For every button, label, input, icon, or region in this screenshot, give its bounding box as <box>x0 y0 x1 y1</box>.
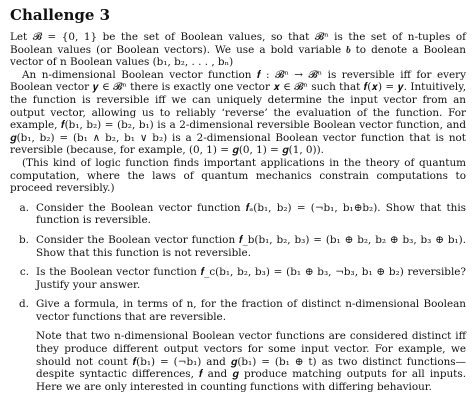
question-note: Note that two n-dimensional Boolean vector functions are considered distinct iff they produce different output vectors for some input vector. For example, we should not count 𝒇(b₁) = (¬b₁) and 𝒈(b₁) = (b₁ ⊕ t) as two distinct functions—despite syntactic differences, 𝒇 and 𝒈 produce matching outputs for all inputs. Here we are only interested in counting functions with differing behaviour. <box>36 330 466 393</box>
page-title: Challenge 3 <box>10 6 111 24</box>
question-marker: d. <box>19 298 29 311</box>
question-marker: a. <box>19 201 29 214</box>
intro-paragraph-2: An n-dimensional Boolean vector function 𝒇 : 𝓑ⁿ → 𝓑ⁿ is reversible iff for every Boolean vector 𝒚 ∈ 𝓑ⁿ there is exactly one vector 𝒙 ∈ 𝓑ⁿ such that 𝒇(𝒙) = 𝒚. Intuitively, the function is reversible iff we can uniquely determine the input vector from an output vector, allowing us to reliably ‘reverse’ the evaluation of the function. For example, 𝒇(b₁, b₂) = (b₂, b₁) is a 2-dimensional reversible Boolean vector function, and 𝒈(b₁, b₂) = (b₁ ∧ b₂, b₁ ∨ b₂) is a 2-dimensional Boolean vector function that is not reversible (because, for example, (0, 1) = 𝒈(0, 1) = 𝒈(1, 0)). <box>10 68 466 157</box>
intro-paragraph-3: (This kind of logic function finds important applications in the theory of quantum computation, where the laws of quantum mechanics constrain computations to proceed reversibly.) <box>10 156 466 195</box>
question-text: Give a formula, in terms of n, for the fraction of distinct n-dimensional Boolean vector functions that are reversible. <box>36 298 466 323</box>
question-a <box>10 202 466 227</box>
question-d <box>10 298 466 393</box>
question-text: Consider the Boolean vector function 𝒇_b(b₁, b₂, b₃) = (b₁ ⊕ b₂, b₂ ⊕ b₃, b₃ ⊕ b₁). Show that this function is not reversible. <box>36 233 466 259</box>
question-text: Consider the Boolean vector function 𝒇ₐ(b₁, b₂) = (¬b₁, b₁⊕b₂). Show that this function is reversible. <box>36 201 466 227</box>
question-marker: b. <box>19 233 29 246</box>
question-list <box>10 202 466 394</box>
question-text: Is the Boolean vector function 𝒇_c(b₁, b₂, b₃) = (b₁ ⊕ b₃, ¬b₃, b₁ ⊕ b₂) reversible? Justify your answer. <box>36 266 466 291</box>
question-b <box>10 234 466 259</box>
question-marker: c. <box>19 266 29 279</box>
question-c <box>10 266 466 291</box>
intro-paragraph-1: Let 𝓑 = {0, 1} be the set of Boolean values, so that 𝓑ⁿ is the set of n-tuples of Boolean values (or Boolean vectors). We use a bold variable 𝒃 to denote a Boolean vector of n Boolean values (b₁, b₂, . . . , bₙ) <box>10 31 466 69</box>
